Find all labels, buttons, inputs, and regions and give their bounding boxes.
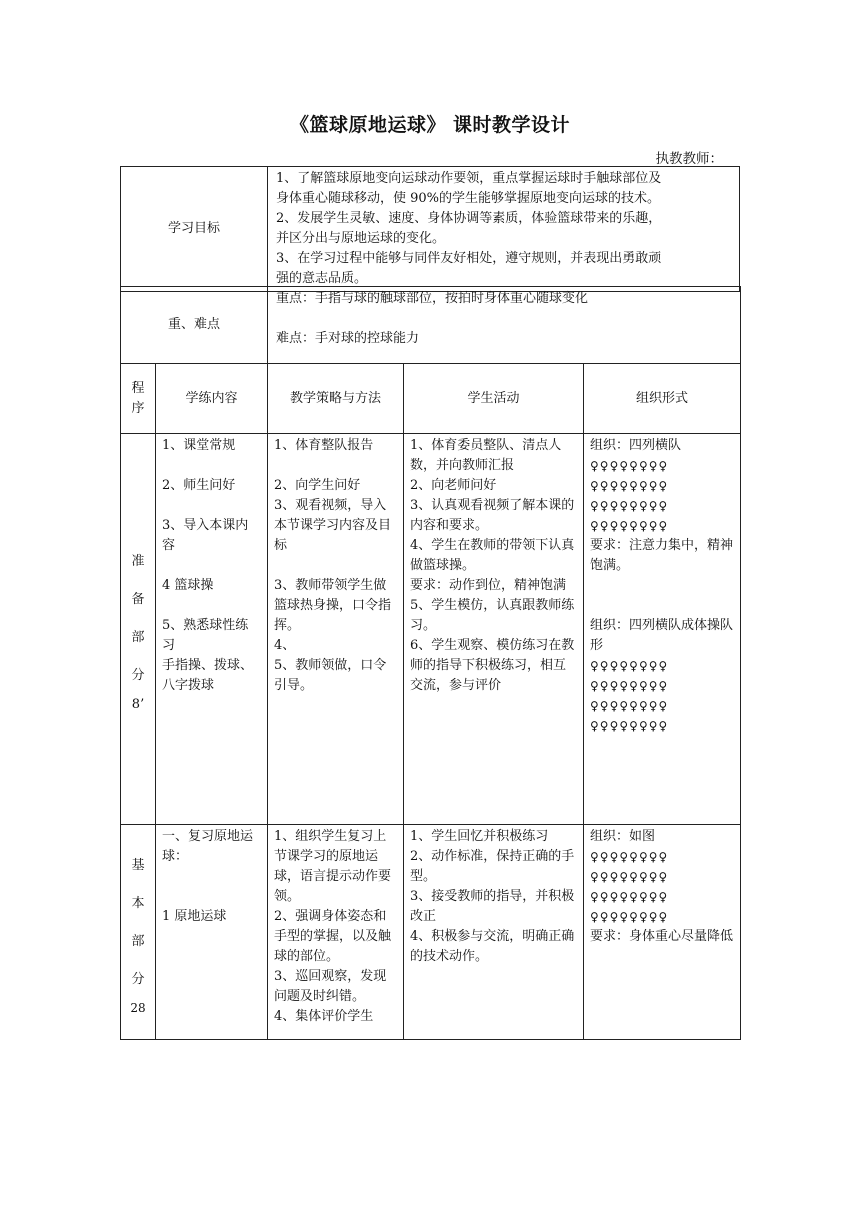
formation-row: ♀♀♀♀♀♀♀♀ [590,659,669,673]
difficulty-point: 难点：手对球的控球能力 [276,331,420,346]
objective-line: 强的意志品质。 [276,271,368,286]
formation-row: ♀♀♀♀♀♀♀♀ [590,890,669,904]
header-strategy: 教学策略与方法 [268,364,404,434]
basic-section-name: 基 本 部 分 28 [121,825,156,1040]
keypoints-table [120,286,741,364]
objectives-content [268,167,740,292]
teacher-label: 执教教师： [655,151,723,167]
formation-row: ♀♀♀♀♀♀♀♀ [590,850,669,864]
formation-row: ♀♀♀♀♀♀♀♀ [590,459,669,473]
objectives-table [120,166,740,292]
objective-line: 2、发展学生灵敏、速度、身体协调等素质，体验篮球带来的乐趣， [276,211,662,226]
focus-point: 重点：手指与球的触球部位，按拍时身体重心随球变化 [276,291,589,306]
header-procedure: 程序 [121,364,156,434]
formation-row: ♀♀♀♀♀♀♀♀ [590,910,669,924]
basic-content: 一、复习原地运球： 1 原地运球 [156,825,268,1040]
prep-content: 1、课堂常规 2、师生问好 3、导入本课内容 4 篮球操 5、熟悉球性练习 手指操、拨球、八字拨球 [156,434,268,825]
objective-line: 身体重心随球移动，使 90%的学生能够掌握原地变向运球的技术。 [276,191,661,206]
header-activity: 学生活动 [404,364,584,434]
objectives-label: 学习目标 [121,167,268,292]
formation-row: ♀♀♀♀♀♀♀♀ [590,499,669,513]
basic-activity: 1、学生回忆并积极练习 2、动作标准，保持正确的手型。 3、接受教师的指导，并积极改正 4、积极参与交流，明确正确的技术动作。 [404,825,584,1040]
keypoints-label: 重、难点 [121,287,268,364]
objective-line: 1、了解篮球原地变向运球动作要领，重点掌握运球时手触球部位及 [276,171,662,186]
prep-section-name: 准 备 部 分 8’ [121,434,156,825]
basic-organization: 组织：如图 ♀♀♀♀♀♀♀♀ ♀♀♀♀♀♀♀♀ ♀♀♀♀♀♀♀♀ ♀♀♀♀♀♀♀♀ 要求：身体重心尽量降低 [584,825,741,1040]
keypoints-content [268,287,741,364]
prep-strategy: 1、体育整队报告 2、向学生问好 3、观看视频，导入本节课学习内容及目标 3、教师带领学生做篮球热身操，口令指挥。 4、 5、教师领做，口令引导。 [268,434,404,825]
objective-line: 并区分出与原地运球的变化。 [276,231,446,246]
table-row [121,434,741,825]
formation-row: ♀♀♀♀♀♀♀♀ [590,719,669,733]
page-title: 《篮球原地运球》 课时教学设计 [289,114,571,136]
prep-organization: 组织：四列横队 ♀♀♀♀♀♀♀♀ ♀♀♀♀♀♀♀♀ ♀♀♀♀♀♀♀♀ ♀♀♀♀♀♀♀♀ 要求：注意力集中，精神饱满。 组织：四列横队成体操队形 ♀♀♀♀♀♀♀♀ ♀♀♀♀♀♀♀♀ ♀♀♀♀♀♀♀♀ ♀♀♀♀♀♀♀♀ [584,434,741,825]
objective-line: 3、在学习过程中能够与同伴友好相处，遵守规则，并表现出勇敢顽 [276,251,662,266]
prep-activity: 1、体育委员整队、清点人数，并向教师汇报 2、向老师问好 3、认真观看视频了解本课的内容和要求。 4、学生在教师的带领下认真做篮球操。 要求：动作到位，精神饱满 5、学生模仿，认真跟教师练习。 6、学生观察、模仿练习在教师的指导下积极练习，相互交流，参与评价 [404,434,584,825]
formation-row: ♀♀♀♀♀♀♀♀ [590,679,669,693]
formation-row: ♀♀♀♀♀♀♀♀ [590,699,669,713]
formation-row: ♀♀♀♀♀♀♀♀ [590,479,669,493]
formation-row: ♀♀♀♀♀♀♀♀ [590,870,669,884]
table-row [121,825,741,1040]
header-content: 学练内容 [156,364,268,434]
header-organization: 组织形式 [584,364,741,434]
formation-row: ♀♀♀♀♀♀♀♀ [590,519,669,533]
basic-strategy: 1、组织学生复习上节课学习的原地运球，语言提示动作要领。 2、强调身体姿态和手型的掌握，以及触球的部位。 3、巡回观察，发现问题及时纠错。 4、集体评价学生 [268,825,404,1040]
procedure-table [120,363,741,1040]
